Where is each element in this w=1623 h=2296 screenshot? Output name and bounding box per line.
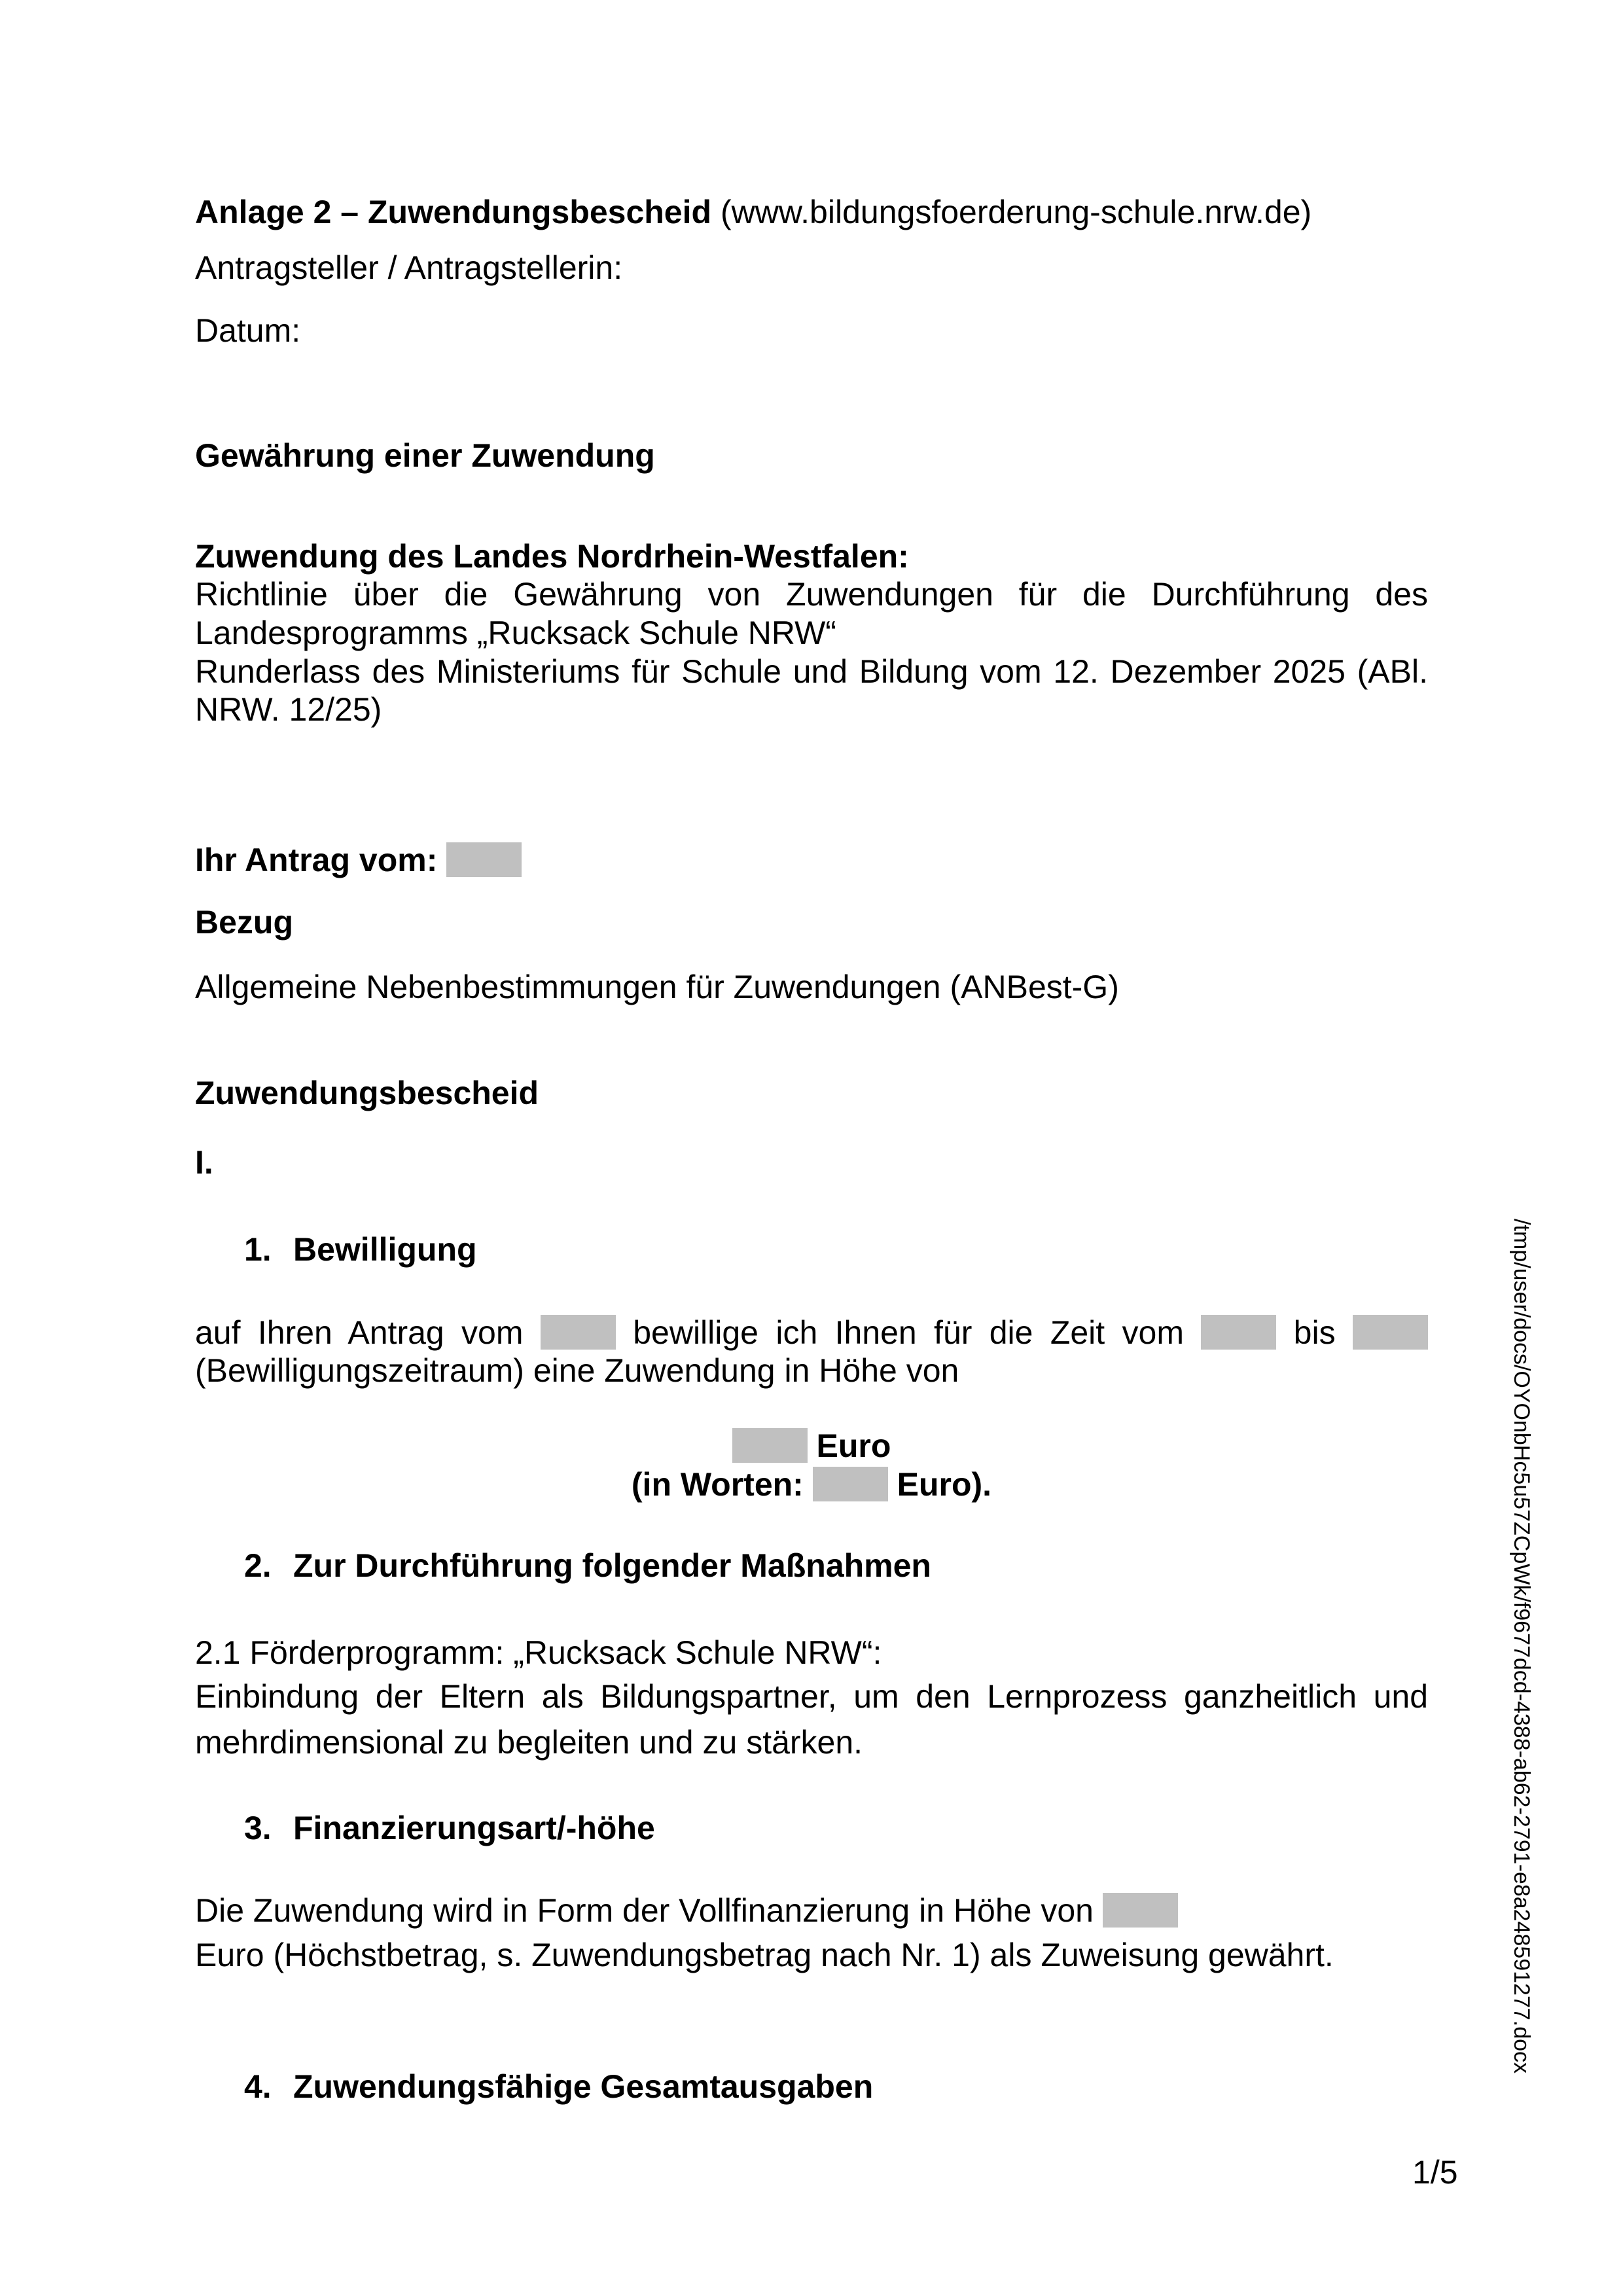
amount-words-line: [195, 1465, 1428, 1503]
amount-words-suffix: Euro).: [897, 1466, 992, 1503]
section-1-text-b: bewillige ich Ihnen für die Zeit vom: [633, 1314, 1184, 1351]
amount-unit: Euro: [816, 1427, 891, 1464]
section-2-1-line-1: Einbindung der Eltern als Bildungspartner, um den Lernprozess ganzheitlich und: [195, 1678, 1428, 1715]
section-3-line-2: Euro (Höchstbetrag, s. Zuwendungsbetrag nach Nr. 1) als Zuweisung gewährt.: [195, 1937, 1334, 1973]
section-1-line-2: (Bewilligungszeitraum) eine Zuwendung in Höhe von: [195, 1352, 959, 1389]
section-2-1-line-2: mehrdimensional zu begleiten und zu stärken.: [195, 1724, 863, 1761]
application-date-line: [195, 841, 522, 879]
section-4-number: 4.: [244, 2068, 272, 2105]
date-label: Datum:: [195, 312, 301, 349]
file-path-margin-text: /tmp/user/docs/OYOnbHc5u57ZCpWk/f9677dcd-4388-ab62-2791-e8a248591277.docx: [1509, 1219, 1534, 2074]
reference-heading: Bezug: [195, 904, 293, 941]
document-title: Anlage 2 – Zuwendungsbescheid: [195, 194, 712, 230]
amount-words-field[interactable]: [813, 1467, 888, 1501]
document-title-line: [195, 193, 1311, 231]
applicant-label: Antragsteller / Antragstellerin:: [195, 249, 623, 286]
full-financing-amount-field[interactable]: [1103, 1893, 1178, 1928]
section-2-number: 2.: [244, 1547, 272, 1584]
section-2-1-title: 2.1 Förderprogramm: „Rucksack Schule NRW“:: [195, 1634, 882, 1671]
section-1-line-1: [195, 1314, 1428, 1352]
section-1-heading: [244, 1230, 477, 1268]
reference-text: Allgemeine Nebenbestimmungen für Zuwendungen (ANBest-G): [195, 969, 1119, 1005]
section-4-title: Zuwendungsfähige Gesamtausgaben: [293, 2068, 874, 2105]
amount-field[interactable]: [732, 1428, 808, 1463]
section-1-number: 1.: [244, 1231, 272, 1268]
period-from-field[interactable]: [1201, 1315, 1276, 1350]
application-date-field[interactable]: [446, 842, 522, 877]
state-grant-line-3: Runderlass des Ministeriums für Schule und Bildung vom 12. Dezember 2025 (ABl.: [195, 653, 1428, 690]
section-3-heading: [244, 1809, 655, 1847]
decision-heading: Zuwendungsbescheid: [195, 1075, 539, 1111]
title-website: (www.bildungsfoerderung-schule.nrw.de): [720, 194, 1312, 230]
section-1-text-c: bis: [1293, 1314, 1336, 1351]
amount-words-prefix: (in Worten:: [631, 1466, 804, 1503]
amount-line: [195, 1427, 1428, 1465]
approval-application-date-field[interactable]: [541, 1315, 616, 1350]
state-grant-line-4: NRW. 12/25): [195, 691, 382, 728]
page-number: 1/5: [1412, 2154, 1458, 2191]
section-3-number: 3.: [244, 1810, 272, 1846]
decision-roman-numeral: I.: [195, 1144, 213, 1181]
state-grant-heading: Zuwendung des Landes Nordrhein-Westfalen:: [195, 538, 909, 575]
section-2-heading: [244, 1547, 931, 1585]
section-3-text-1: Die Zuwendung wird in Form der Vollfinanzierung in Höhe von: [195, 1892, 1094, 1929]
section-2-title: Zur Durchführung folgender Maßnahmen: [293, 1547, 931, 1584]
section-1-text-a: auf Ihren Antrag vom: [195, 1314, 524, 1351]
application-date-label: Ihr Antrag vom:: [195, 842, 438, 878]
section-4-heading: [244, 2068, 873, 2106]
state-grant-line-1: Richtlinie über die Gewährung von Zuwendungen für die Durchführung des: [195, 576, 1428, 613]
grant-heading: Gewährung einer Zuwendung: [195, 437, 655, 474]
section-3-line-1: [195, 1892, 1178, 1929]
state-grant-line-2: Landesprogramms „Rucksack Schule NRW“: [195, 615, 836, 651]
section-1-title: Bewilligung: [293, 1231, 477, 1268]
period-to-field[interactable]: [1353, 1315, 1428, 1350]
section-3-title: Finanzierungsart/-höhe: [293, 1810, 655, 1846]
